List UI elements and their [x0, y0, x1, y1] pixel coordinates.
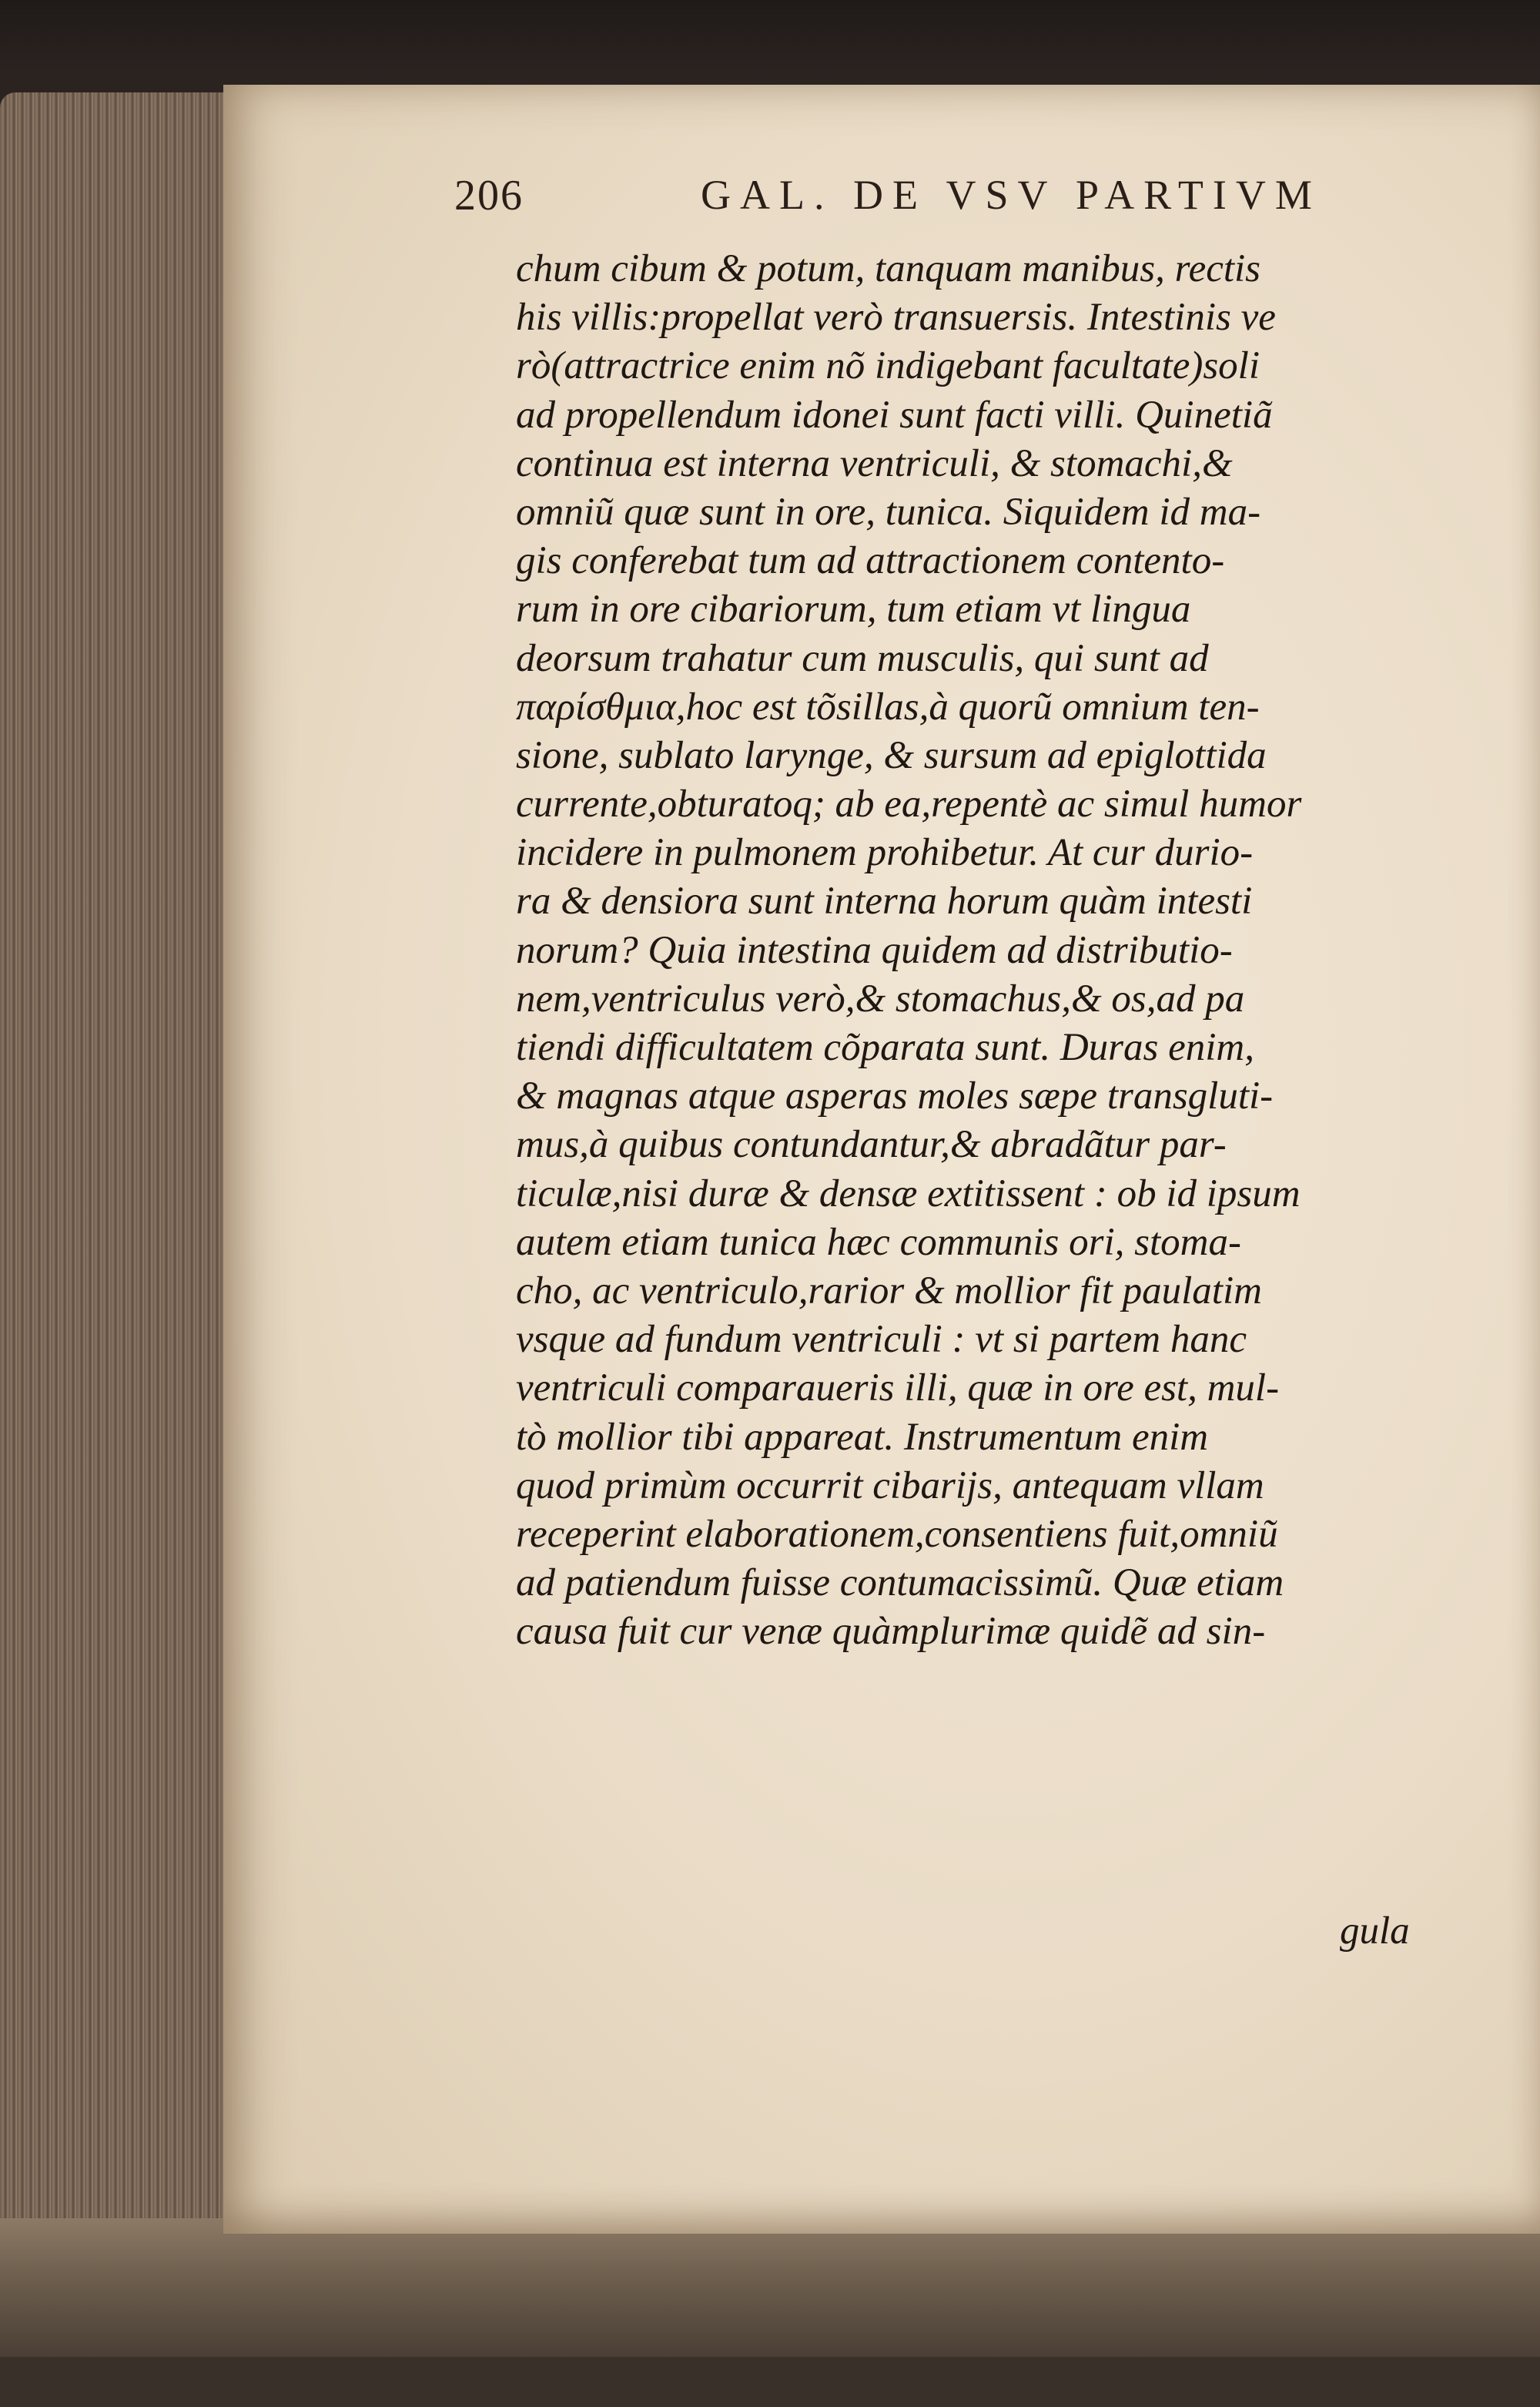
running-title: GAL. DE VSV PARTIVM [701, 172, 1321, 218]
text-line: chum cibum & potum, tanquam manibus, rectis [516, 247, 1261, 290]
text-line: omniũ quæ sunt in ore, tunica. Siquidem id ma- [516, 490, 1261, 534]
text-line: norum? Quia intestina quidem ad distributio- [516, 928, 1233, 972]
text-line: gis conferebat tum ad attractionem contento- [516, 539, 1225, 583]
text-line: incidere in pulmonem prohibetur. At cur durio- [516, 831, 1254, 875]
text-line: ra & densiora sunt interna horum quàm intesti [516, 880, 1253, 924]
text-line: vsque ad fundum ventriculi : vt si partem hanc [516, 1318, 1247, 1362]
text-line: ad patiendum fuisse contumacissimũ. Quæ etiam [516, 1561, 1284, 1605]
text-line: παρίσθμια,hoc est tõsillas,à quorũ omnium ten- [516, 685, 1260, 729]
text-line: deorsum trahatur cum musculis, qui sunt ad [516, 636, 1209, 680]
text-line: quod primùm occurrit cibarijs, antequam vllam [516, 1463, 1264, 1507]
text-line: ticulæ,nisi duræ & densæ extitissent : ob id ipsum [516, 1172, 1301, 1215]
text-line: rum in ore cibariorum, tum etiam vt lingua [516, 588, 1191, 632]
text-line: rò(attractrice enim nõ indigebant facultate)soli [516, 344, 1260, 388]
text-line: ventriculi comparaueris illi, quæ in ore est, mul- [516, 1366, 1280, 1410]
text-line: cho, ac ventriculo,rarior & mollior fit paulatim [516, 1269, 1262, 1312]
page-header [454, 171, 1348, 233]
text-line: his villis:propellat verò transuersis. Intestinis ve [516, 296, 1276, 340]
text-line: mus,à quibus contundantur,& abradãtur par- [516, 1123, 1227, 1167]
text-line: tò mollior tibi appareat. Instrumentum enim [516, 1415, 1209, 1459]
text-line: nem,ventriculus verò,& stomachus,& os,ad pa [516, 977, 1245, 1021]
text-line: continua est interna ventriculi, & stomachi,& [516, 441, 1233, 485]
text-line: causa fuit cur venæ quàmplurimæ quidẽ ad sin- [516, 1610, 1266, 1654]
body-text [516, 245, 1440, 1656]
page-number: 206 [454, 172, 524, 220]
text-line: tiendi difficultatem cõparata sunt. Duras enim, [516, 1026, 1255, 1069]
page-edges-left [0, 92, 231, 2265]
text-line: currente,obturatoq; ab ea,repentè ac simul humor [516, 783, 1302, 826]
text-line: sione, sublato larynge, & sursum ad epiglottida [516, 733, 1267, 777]
text-line: & magnas atque asperas moles sæpe transgluti- [516, 1074, 1274, 1118]
text-line: autem etiam tunica hæc communis ori, stoma- [516, 1220, 1241, 1264]
text-line: receperint elaborationem,consentiens fuit,omniũ [516, 1512, 1278, 1556]
catchword: gula [1340, 1909, 1410, 1953]
text-line: ad propellendum idonei sunt facti villi. Quinetiã [516, 393, 1273, 437]
page-edges-bottom [0, 2218, 1540, 2357]
